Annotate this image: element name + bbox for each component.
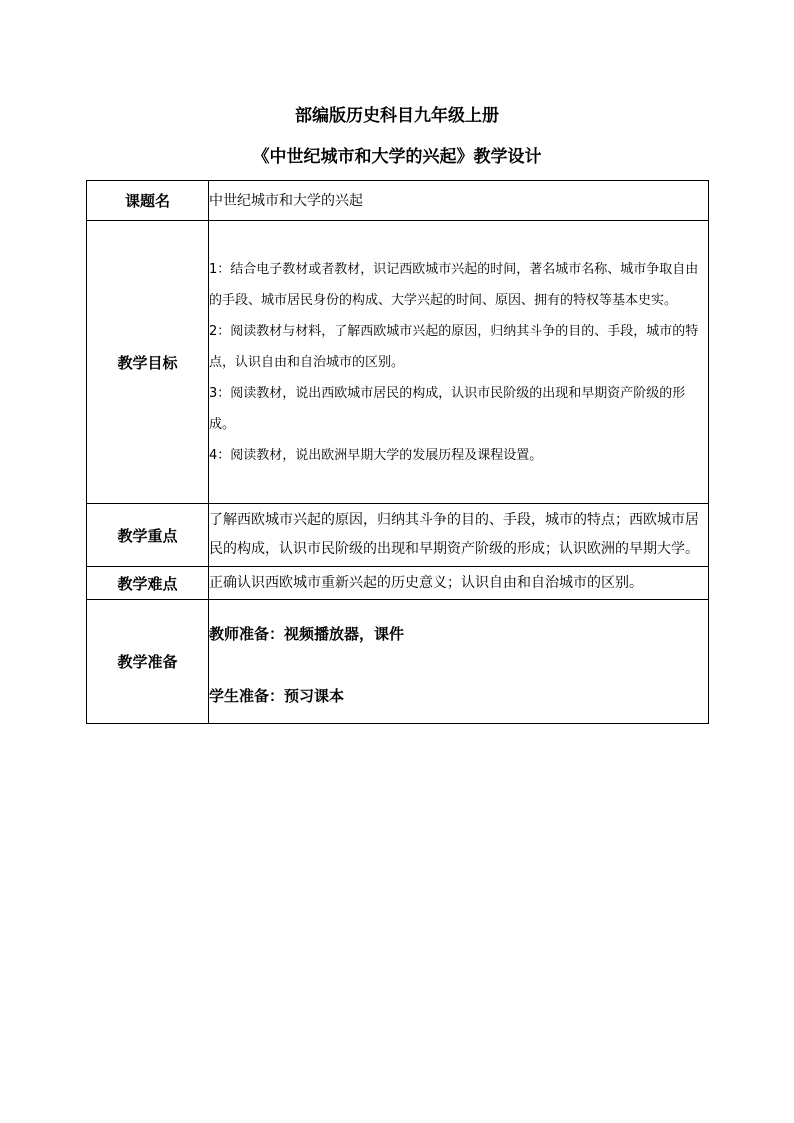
table-row-key-points	[87, 504, 709, 567]
objective-item-3: 3：阅读教材，说出西欧城市居民的构成，认识市民阶级的出现和早期资产阶级的形成。	[209, 385, 686, 432]
objective-item-2: 2：阅读教材与材料，了解西欧城市兴起的原因，归纳其斗争的目的、手段，城市的特点，认识自由和自治城市的区别。	[209, 323, 699, 370]
key-points-value: 了解西欧城市兴起的原因，归纳其斗争的目的、手段，城市的特点；西欧城市居民的构成，认识市民阶级的出现和早期资产阶级的形成；认识欧洲的早期大学。	[209, 504, 709, 567]
student-preparation: 学生准备：预习课本	[209, 686, 345, 705]
objective-item-4: 4：阅读教材，说出欧洲早期大学的发展历程及课程设置。	[209, 447, 543, 463]
table-row-preparation	[87, 600, 709, 724]
topic-value: 中世纪城市和大学的兴起	[209, 181, 709, 221]
table-row-objectives	[87, 221, 709, 504]
difficulties-label: 教学难点	[87, 567, 209, 600]
objectives-label: 教学目标	[87, 221, 209, 504]
objectives-cell	[209, 221, 709, 504]
preparation-cell	[209, 600, 709, 724]
document-title: 部编版历史科目九年级上册	[295, 106, 499, 126]
objective-item-1: 1：结合电子教材或者教材，识记西欧城市兴起的时间，著名城市名称、城市争取自由的手段、城市居民身份的构成、大学兴起的时间、原因、拥有的特权等基本史实。	[209, 261, 699, 308]
difficulties-value: 正确认识西欧城市重新兴起的历史意义；认识自由和自治城市的区别。	[209, 567, 709, 600]
table-row-difficulties	[87, 567, 709, 600]
topic-label: 课题名	[87, 181, 209, 221]
teacher-preparation: 教师准备：视频播放器，课件	[209, 624, 405, 643]
key-points-label: 教学重点	[87, 504, 209, 567]
lesson-plan-table	[86, 180, 709, 724]
document-subtitle: 《中世纪城市和大学的兴起》教学设计	[252, 147, 542, 167]
preparation-label: 教学准备	[87, 600, 209, 724]
table-row-topic	[87, 181, 709, 221]
